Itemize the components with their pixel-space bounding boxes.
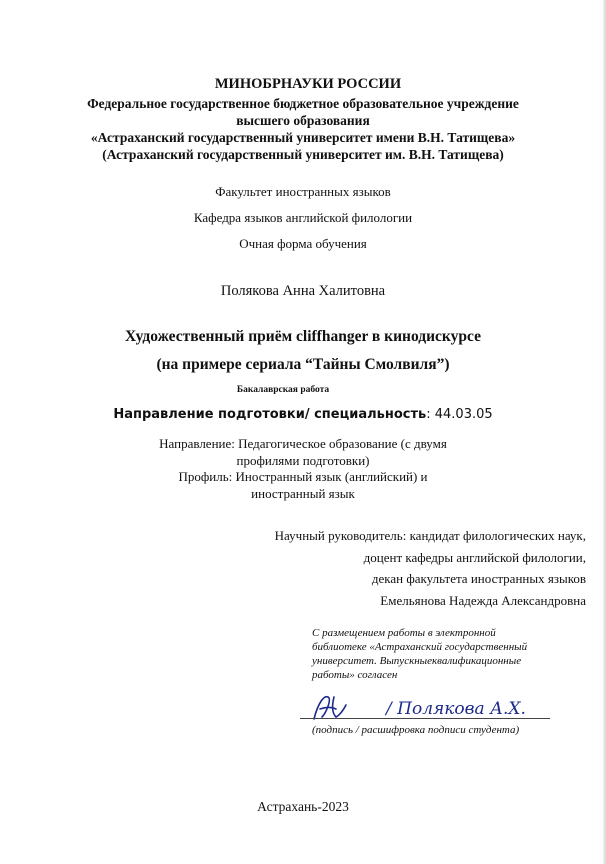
institution-line: Федеральное государственное бюджетное образовательное учреждение	[87, 96, 519, 111]
supervisor-line: Емельянова Надежда Александровна	[380, 592, 586, 608]
supervisor-block	[275, 525, 586, 611]
city-year: Астрахань-2023	[257, 799, 349, 814]
ministry-heading: МИНОБРНАУКИ РОССИИ	[214, 76, 402, 92]
consent-statement	[312, 626, 572, 682]
direction-line: иностранный язык	[251, 485, 355, 501]
thesis-title	[0, 323, 606, 379]
supervisor-line: доцент кафедры английской филологии,	[363, 549, 586, 565]
direction-line: профилями подготовки)	[236, 452, 370, 468]
supervisor-line: декан факультета иностранных языков	[371, 571, 586, 586]
signature-handwritten-name: / Полякова А.Х.	[386, 699, 526, 719]
study-form: Очная форма обучения	[239, 236, 367, 251]
faculty: Факультет иностранных языков	[215, 184, 391, 199]
direction-code-label: Направление подготовки/ специальность	[113, 407, 427, 422]
consent-line: работы» согласен	[312, 669, 398, 681]
signature-line	[300, 718, 550, 719]
supervisor-line: Научный руководитель: кандидат филологических наук,	[274, 528, 586, 543]
consent-line: библиотеке «Астраханский государственный	[312, 641, 528, 653]
direction-block	[0, 436, 606, 502]
institution-line: (Астраханский государственный университет им. В.Н. Татищева)	[102, 147, 504, 162]
consent-line: университет. Выпускныеквалификационные	[312, 655, 522, 667]
direction-code-value: : 44.03.05	[426, 407, 493, 422]
direction-code	[0, 407, 606, 422]
institution-line: высшего образования	[236, 113, 370, 128]
direction-line: Профиль: Иностранный язык (английский) и	[178, 469, 428, 484]
signature-caption: (подпись / расшифровка подписи студента)	[312, 724, 520, 736]
thesis-title-line: (на примере сериала “Тайны Смолвиля”)	[156, 356, 450, 373]
institution-block	[0, 95, 606, 163]
author-name: Полякова Анна Халитовна	[220, 283, 386, 299]
department: Кафедра языков английской филологии	[193, 210, 413, 225]
consent-line: С размещением работы в электронной	[312, 627, 496, 639]
thesis-title-line: Художественный приём cliffhanger в кинодискурсе	[125, 328, 481, 345]
work-type: Бакалаврская работа	[236, 385, 330, 395]
institution-line: «Астраханский государственный университет имени В.Н. Татищева»	[90, 130, 516, 145]
direction-line: Направление: Педагогическое образование (с двумя	[159, 436, 447, 451]
